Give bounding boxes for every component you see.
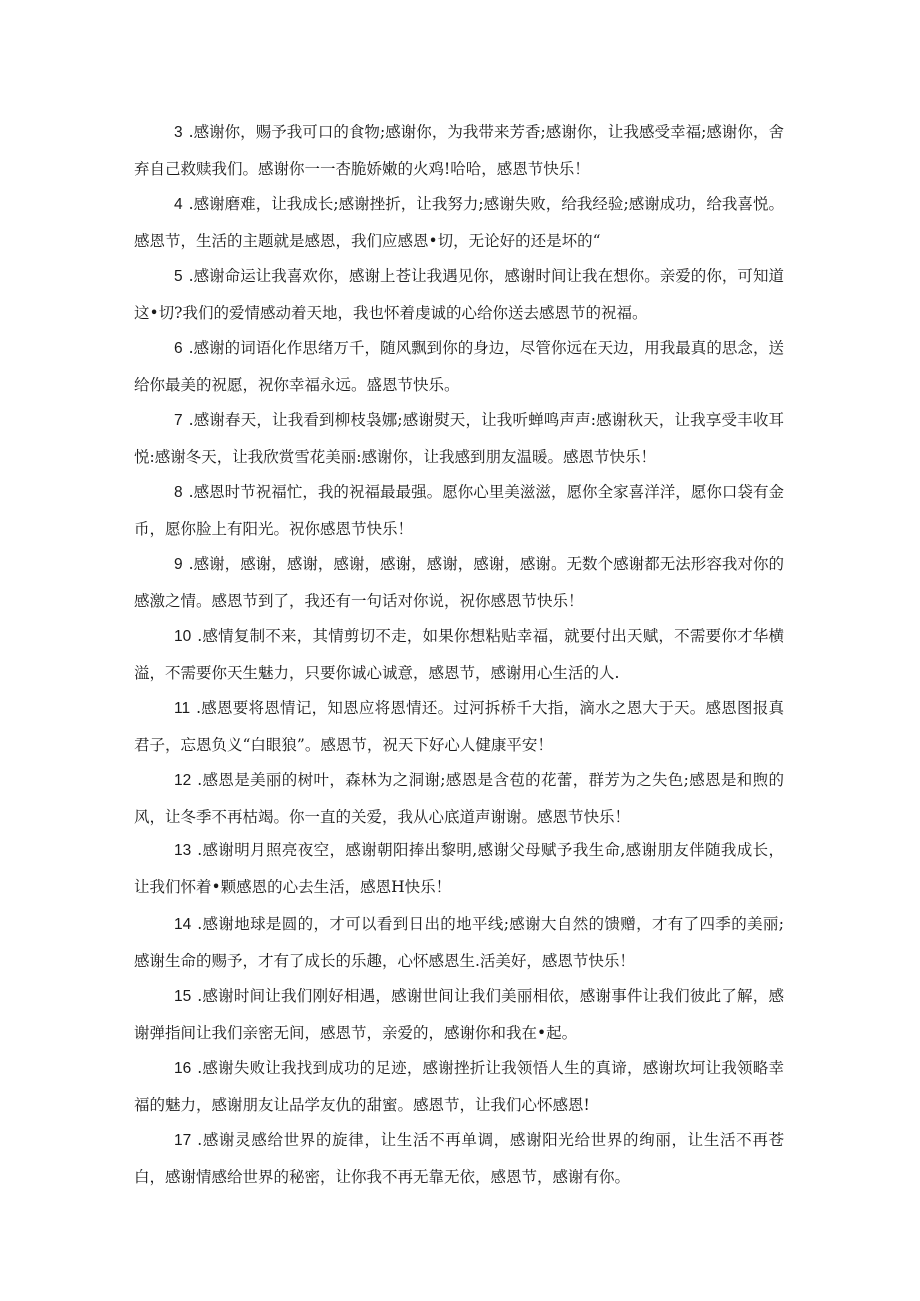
list-item: [134, 618, 784, 691]
item-number: 7: [174, 412, 183, 429]
item-number: 10: [174, 628, 192, 645]
item-number: 9: [174, 556, 183, 573]
item-number: 17: [174, 1132, 192, 1149]
list-item: [134, 762, 784, 835]
item-number: 11: [174, 700, 191, 717]
item-text: .感谢的词语化作思绪万千，随风飘到你的身边，尽管你远在天边，用我最真的思念，送给你最美的祝愿，祝你幸福永远。盛恩节快乐。: [134, 339, 784, 394]
item-number: 8: [174, 484, 183, 501]
item-text: .感谢命运让我喜欢你，感谢上苍让我遇见你，感谢时间让我在想你。亲爱的你，可知道这•切?我们的爱情感动着天地，我也怀着虔诚的心给你送去感恩节的祝福。: [134, 267, 784, 322]
item-text: .感恩要将恩情记，知恩应将恩情还。过河拆桥千大指，滴水之恩大于天。感恩图报真君子，忘恩负义“白眼狼”。感恩节，祝天下好心人健康平安！: [134, 699, 784, 754]
item-number: 14: [174, 916, 192, 933]
list-item: [134, 690, 784, 763]
list-item: [134, 832, 784, 905]
list-item: [134, 1050, 784, 1123]
list-item: [134, 546, 784, 619]
item-number: 16: [174, 1060, 192, 1077]
list-item: [134, 258, 784, 331]
list-item: [134, 906, 784, 979]
item-number: 15: [174, 988, 192, 1005]
item-text: .感谢失败让我找到成功的足迹，感谢挫折让我领悟人生的真谛，感谢坎坷让我领略幸福的魅力，感谢朋友让品学友仇的甜蜜。感恩节，让我们心怀感恩!: [134, 1059, 784, 1114]
item-number: 13: [174, 842, 192, 859]
item-number: 3: [174, 124, 183, 141]
item-text: .感谢灵感给世界的旋律，让生活不再单调，感谢阳光给世界的绚丽，让生活不再苍白，感谢情感给世界的秘密，让你我不再无靠无依，感恩节，感谢有你。: [134, 1131, 784, 1186]
item-text: .感谢磨难，让我成长;感谢挫折，让我努力;感谢失败，给我经验;感谢成功，给我喜悦。感恩节，生活的主题就是感恩，我们应感恩•切，无论好的还是坏的“: [134, 195, 784, 250]
item-number: 5: [174, 268, 183, 285]
list-item: [134, 1122, 784, 1195]
list-item: [134, 474, 784, 547]
item-text: .感恩是美丽的树叶，森林为之洞谢;感恩是含苞的花蕾，群芳为之失色;感恩是和煦的风，让冬季不再枯竭。你一直的关爱，我从心底道声谢谢。感恩节快乐！: [134, 771, 784, 826]
item-text: .感谢春天，让我看到柳枝袅娜;感谢熨天，让我听蝉鸣声声:感谢秋天，让我享受丰收耳悦:感谢冬天，让我欣赏雪花美丽:感谢你，让我感到朋友温暖。感恩节快乐！: [134, 411, 784, 466]
list-item: [134, 114, 784, 187]
list-item: [134, 402, 784, 475]
list-item: [134, 186, 784, 259]
item-number: 12: [174, 772, 192, 789]
item-text: .感谢你，赐予我可口的食物;感谢你，为我带来芳香;感谢你，让我感受幸福;感谢你，舍弃自己救赎我们。感谢你一一杏脆娇嫩的火鸡!哈哈，感恩节快乐！: [134, 123, 784, 178]
item-number: 6: [174, 340, 183, 357]
item-text: .感谢明月照亮夜空，感谢朝阳捧出黎明,感谢父母赋予我生命,感谢朋友伴随我成长，让我们怀着•颗感恩的心去生活，感恩H快乐！: [134, 841, 784, 896]
list-item: [134, 330, 784, 403]
list-item: [134, 978, 784, 1051]
item-text: .感谢时间让我们刚好相遇，感谢世间让我们美丽相依，感谢事件让我们彼此了解，感谢弹指间让我们亲密无间，感恩节，亲爱的，感谢你和我在•起。: [134, 987, 784, 1042]
item-number: 4: [174, 196, 183, 213]
item-text: .感谢，感谢，感谢，感谢，感谢，感谢，感谢，感谢。无数个感谢都无法形容我对你的感激之情。感恩节到了，我还有一句话对你说，祝你感恩节快乐！: [134, 555, 784, 610]
item-text: .感谢地球是圆的，才可以看到日出的地平线;感谢大自然的馈赠，才有了四季的美丽;感谢生命的赐予，才有了成长的乐趣，心怀感恩生.活美好，感恩节快乐！: [134, 915, 784, 970]
item-text: .感恩时节祝福忙，我的祝福最最强。愿你心里美滋滋，愿你全家喜洋洋，愿你口袋有金币，愿你脸上有阳光。祝你感恩节快乐！: [134, 483, 784, 538]
item-text: .感情复制不来，其情剪切不走，如果你想粘贴幸福，就要付出天赋，不需要你才华横溢，不需要你天生魅力，只要你诚心诚意，感恩节，感谢用心生活的人.: [134, 627, 784, 682]
